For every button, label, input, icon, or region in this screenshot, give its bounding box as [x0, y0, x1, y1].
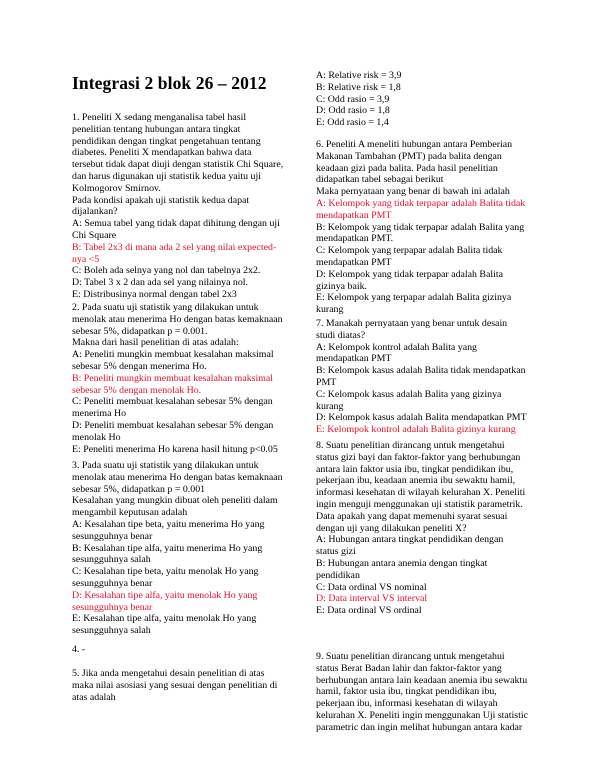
option-e: E: Peneliti menerima Ho karena hasil hitung p<0.05	[72, 443, 278, 455]
question-stem: Makna dari hasil penelitian di atas adalah:	[72, 337, 239, 349]
question-stem: Pada kondisi apakah uji statistik kedua dapat dijalankan?	[72, 194, 250, 218]
option-b: B: Kelompok kasus adalah Balita tidak mendapatkan PMT	[316, 365, 526, 388]
option-b: B: Kelompok yang tidak terpapar adalah Balita yang mendapatkan PMT.	[316, 221, 525, 245]
option-c: C: Boleh ada selnya yang nol dan tabelnya 2x2.	[72, 265, 261, 277]
question-stem: 1. Peneliti X sedang menganalisa tabel hasil penelitian tentang hubungan antara tingkat pendidikan dengan tingkat pengetahuan tentang diabetes. Peneliti X mendapatkan bahwa data tersebut tidak dapat diuji dengan statistik Chi Square, dan harus digunakan uji statistik kedua yaitu uji Kolmogorov Smirnov.	[72, 112, 284, 194]
option-a: A: Semua tabel yang tidak dapat dihitung dengan uji Chi Square	[72, 218, 280, 241]
question-3	[72, 460, 284, 637]
option-d: D: Kelompok yang tidak terpapar adalah Balita gizinya baik.	[316, 268, 504, 292]
option-b: B: Relative risk = 1,8	[316, 81, 401, 93]
option-e: E: Kelompok yang terpapar adalah Balita gizinya kurang	[316, 292, 512, 316]
option-e: E: Odd rasio = 1,4	[316, 117, 389, 129]
option-a: A: Kesalahan tipe beta, yaitu menerima Ho yang sesungguhnya benar	[72, 518, 265, 542]
question-stem: 2. Pada suatu uji statistik yang dilakukan untuk menolak atau menerima Ho dengan batas kemaknaan sebesar 5%, didapatkan p = 0.001.	[72, 302, 283, 337]
option-a: A: Relative risk = 3,9	[316, 70, 402, 81]
question-7	[316, 318, 528, 436]
option-d: D: Peneliti membuat kesalahan sebesar 5% dengan menolak Ho	[72, 419, 274, 443]
question-stem: 8. Suatu penelitian dirancang untuk mengetahui status gizi bayi dan faktor-faktor yang berhubungan antara lain faktor usia ibu, tingkat pendidikan ibu, pekerjaan ibu, keadaan anemia ibu sewaktu hamil, informasi kesehatan di wilayah kelurahan X. Peneliti ingin menguji menggunakan uji statistik parametrik.	[316, 440, 526, 510]
option-a: A: Kelompok kontrol adalah Balita yang mendapatkan PMT	[316, 341, 477, 365]
question-5	[72, 668, 284, 703]
question-9	[316, 651, 528, 734]
option-c: C: Kesalahan tipe beta, yaitu menolak Ho yang sesungguhnya benar	[72, 566, 259, 589]
option-a: A: Peneliti mungkin membuat kesalahan maksimal sebesar 5% dengan menerima Ho.	[72, 349, 274, 372]
question-4	[72, 644, 284, 656]
option-e: E: Kesalahan tipe alfa, yaitu menolak Ho yang sesungguhnya salah	[72, 613, 257, 637]
option-c: C: Peneliti membuat kesalahan sebesar 5% dengan menerima Ho	[72, 396, 273, 420]
option-b: B: Hubungan antara anemia dengan tingkat pendidikan	[316, 557, 488, 581]
option-d: D: Odd rasio = 1,8	[316, 105, 390, 117]
option-c: C: Kelompok kasus adalah Balita yang gizinya kurang	[316, 388, 502, 412]
question-6	[316, 139, 528, 316]
option-c: C: Odd rasio = 3,9	[316, 93, 390, 105]
option-d-answer: D: Kesalahan tipe alfa, yaitu menolak Ho yang sesungguhnya benar	[72, 589, 258, 613]
question-stem: 4. -	[72, 644, 86, 655]
option-e-answer: E: Kelompok kontrol adalah Balita gizinya kurang	[316, 424, 516, 436]
option-a-answer: A: Kelompok yang tidak terpapar adalah Balita tidak mendapatkan PMT	[316, 197, 526, 221]
option-b-answer: B: Peneliti mungkin membuat kesalahan maksimal sebesar 5% dengan menolak Ho.	[72, 372, 274, 396]
question-stem: 7. Manakah pernyataan yang benar untuk desain studi diatas?	[316, 318, 508, 341]
page-title: Integrasi 2 blok 26 – 2012	[72, 73, 267, 93]
option-d-answer: D: Data interval VS interval	[316, 593, 428, 605]
option-e: E: Data ordinal VS ordinal	[316, 605, 422, 617]
question-2	[72, 302, 284, 455]
option-e: E: Distribusinya normal dengan tabel 2x3	[72, 288, 237, 300]
option-a: A: Hubungan antara tingkat pendidikan dengan status gizi	[316, 534, 504, 558]
option-d: D: Tabel 3 x 2 dan ada sel yang nilainya nol.	[72, 277, 249, 289]
question-8	[316, 440, 528, 617]
option-b-answer: B: Tabel 2x3 di mana ada 2 sel yang nilai expected-nya <5	[72, 241, 277, 265]
question-1	[72, 112, 284, 301]
question-stem: Kesalahan yang mungkin dibuat oleh peneliti dalam mengambil keputusan adalah	[72, 495, 278, 519]
question-stem: Maka pernyataan yang benar di bawah ini adalah	[316, 186, 510, 198]
question-stem: 9. Suatu penelitian dirancang untuk mengetahui status Berat Badan lahir dan faktor-faktor yang berhubungan antara lain keadaan anemia ibu sewaktu hamil, faktor usia ibu, tingkat pendidikan ibu, pekerjaan ibu, informasi kesehatan di wilayah kelurahan X. Peneliti ingin menggunakan Uji statistic parametric dan ingin melihat hubungan antara kadar	[316, 651, 528, 733]
question-stem: 3. Pada suatu uji statistik yang dilakukan untuk menolak atau menerima Ho dengan batas kemaknaan sebesar 5%, didapatkan p = 0.001	[72, 460, 283, 495]
option-c: C: Data ordinal VS nominal	[316, 581, 427, 593]
question-stem: 6. Peneliti A meneliti hubungan antara Pemberian Makanan Tambahan (PMT) pada balita dengan keadaan gizi pada balita. Pada hasil penelitian didapatkan tabel sebagai berikut	[316, 139, 513, 186]
question-stem: 5. Jika anda mengetahui desain penelitian di atas maka nilai asosiasi yang sesuai dengan penelitian di atas adalah	[72, 668, 278, 703]
question-stem: Data apakah yang dapat memenuhi syarat sesuai dengan uji yang dilakukan peneliti X?	[316, 510, 508, 534]
option-c: C: Kelompok yang terpapar adalah Balita tidak mendapatkan PMT	[316, 245, 503, 268]
option-b: B: Kesalahan tipe alfa, yaitu menerima Ho yang sesungguhnya salah	[72, 542, 263, 566]
question-5-options	[316, 70, 528, 129]
option-d: D: Kelompok kasus adalah Balita mendapatkan PMT	[316, 412, 527, 424]
